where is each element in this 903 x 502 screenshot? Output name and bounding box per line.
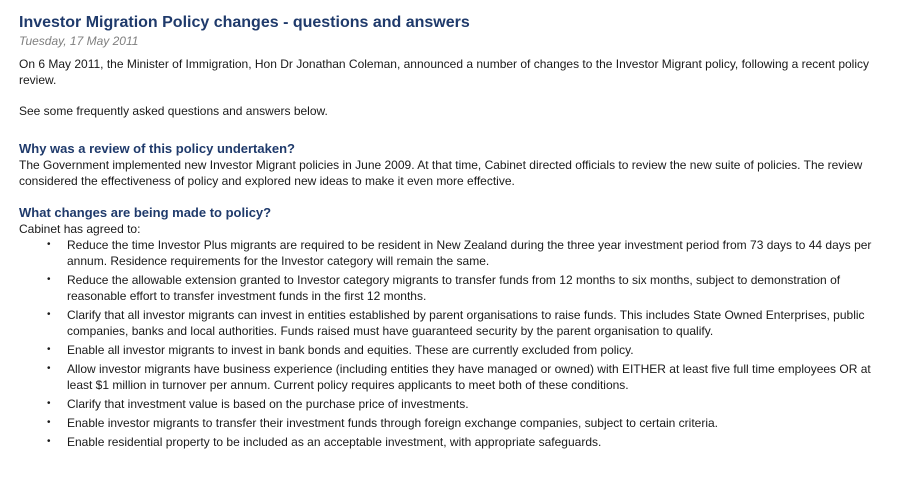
list-item	[19, 396, 879, 412]
bullet-icon: •	[47, 417, 51, 428]
intro-paragraph: On 6 May 2011, the Minister of Immigration, Hon Dr Jonathan Coleman, announced a number of changes to the Investor Migrant policy, following a recent policy review.	[19, 57, 870, 87]
bullet-icon: •	[47, 436, 51, 447]
list-item	[19, 342, 879, 358]
answer-paragraph: The Government implemented new Investor Migrant policies in June 2009. At that time, Cabinet directed officials to review the new suite of policies. The review considered the effectiveness of policy and explored new ideas to make it even more effective.	[19, 158, 863, 188]
list-item	[19, 434, 879, 450]
list-item-text: Enable all investor migrants to invest in bank bonds and equities. These are currently excluded from policy.	[67, 343, 634, 357]
bullet-icon: •	[47, 344, 51, 355]
list-item	[19, 237, 879, 269]
question-heading: What changes are being made to policy?	[19, 205, 272, 220]
bullet-icon: •	[47, 309, 51, 320]
list-item-text: Clarify that investment value is based on the purchase price of investments.	[67, 397, 469, 411]
list-item-text: Enable residential property to be included as an acceptable investment, with appropriate safeguards.	[67, 435, 602, 449]
bullet-icon: •	[47, 363, 51, 374]
changes-list	[19, 237, 879, 450]
question-heading: Why was a review of this policy undertaken?	[19, 141, 295, 156]
list-item-text: Reduce the time Investor Plus migrants are required to be resident in New Zealand during the three year investment period from 73 days to 44 days per annum. Residence requirements for the Investor category will remain the same.	[67, 238, 872, 268]
publish-date: Tuesday, 17 May 2011	[19, 34, 139, 48]
list-item	[19, 415, 879, 431]
faq-section-changes	[19, 204, 879, 450]
bullet-icon: •	[47, 398, 51, 409]
bullet-icon: •	[47, 239, 51, 250]
page-title: Investor Migration Policy changes - questions and answers	[19, 14, 470, 31]
faq-section-review	[19, 140, 879, 189]
list-item	[19, 361, 879, 393]
bullet-icon: •	[47, 274, 51, 285]
list-item	[19, 272, 879, 304]
list-item-text: Reduce the allowable extension granted to Investor category migrants to transfer funds from 12 months to six months, subject to demonstration of reasonable effort to transfer investment funds in the first 12 months.	[67, 273, 841, 303]
faq-note: See some frequently asked questions and answers below.	[19, 104, 328, 118]
answer-intro: Cabinet has agreed to:	[19, 222, 141, 236]
list-item-text: Enable investor migrants to transfer their investment funds through foreign exchange companies, subject to certain criteria.	[67, 416, 719, 430]
list-item	[19, 307, 879, 339]
list-item-text: Allow investor migrants have business experience (including entities they have managed or owned) with EITHER at least five full time employees OR at least $1 million in turnover per annum. Current policy requires applicants to meet both of these conditions.	[67, 362, 871, 392]
list-item-text: Clarify that all investor migrants can invest in entities established by parent organisations to raise funds. This includes State Owned Enterprises, public companies, banks and local authorities. Funds raised must have guaranteed security by the parent organisation to qualify.	[67, 308, 865, 338]
